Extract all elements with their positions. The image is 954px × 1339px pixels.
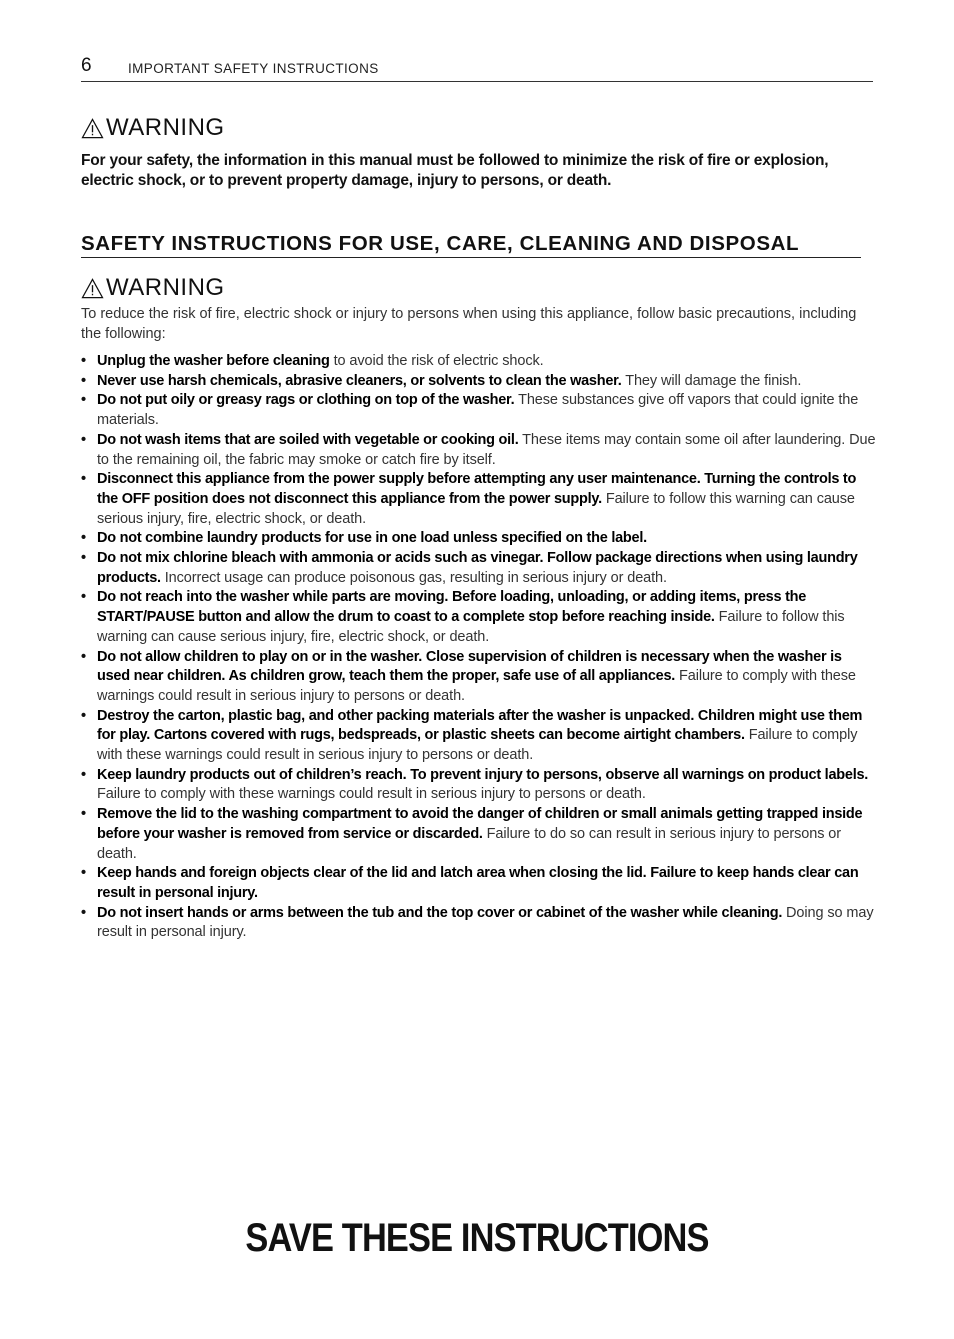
list-item: • Remove the lid to the washing compartment to avoid the danger of children or small animals getting trapped inside before your washer is removed from service or discarded. Failure to do so can result in serious injury to persons or death.: [81, 806, 863, 862]
list-item: • Keep hands and foreign objects clear of the lid and latch area when closing the lid. Failure to keep hands clear can result in personal injury.: [81, 865, 859, 901]
page-number: 6: [81, 55, 92, 76]
list-item: • Do not mix chlorine bleach with ammonia or acids such as vinegar. Follow package directions when using laundry products. Incorrect usage can produce poisonous gas, resulting in serious injury or death.: [81, 550, 858, 586]
top-warning-text: For your safety, the information in this manual must be followed to minimize the risk of fire or explosion, electric shock, or to prevent property damage, injury to persons, or death.: [81, 152, 829, 189]
list-item: • Keep laundry products out of children’s reach. To prevent injury to persons, observe all warnings on product labels. Failure to comply with these warnings could result in serious injury to persons or death.: [81, 766, 869, 803]
list-item: • Do not combine laundry products for use in one load unless specified on the label.: [81, 530, 647, 547]
running-title: IMPORTANT SAFETY INSTRUCTIONS: [128, 61, 379, 76]
save-instructions-title: SAVE THESE INSTRUCTIONS: [245, 1216, 709, 1260]
list-item: • Never use harsh chemicals, abrasive cleaners, or solvents to clean the washer. They will damage the finish.: [81, 372, 802, 389]
warning-triangle-icon: [81, 278, 104, 299]
list-item: • Do not insert hands or arms between the tub and the top cover or cabinet of the washer while cleaning. Doing so may result in personal injury.: [81, 904, 874, 941]
warning-label: WARNING: [106, 274, 225, 301]
safety-instruction-list: [81, 352, 877, 943]
list-item: • Destroy the carton, plastic bag, and other packing materials after the washer is unpacked. Children might use them for play. Cartons covered with rugs, bedspreads, or plastic sheets can become airtight chambers. Failure to comply with these warnings could result in serious injury to persons or death.: [81, 707, 863, 764]
section-intro: To reduce the risk of fire, electric shock or injury to persons when using this appliance, follow basic precautions, including the following:: [81, 306, 857, 342]
section-heading: SAFETY INSTRUCTIONS FOR USE, CARE, CLEANING AND DISPOSAL: [81, 231, 861, 258]
warning-label: WARNING: [106, 114, 225, 141]
warning-triangle-icon: [81, 118, 104, 139]
section-warning-title: [81, 274, 225, 302]
top-warning-title: [81, 114, 225, 142]
list-item: • Do not put oily or greasy rags or clothing on top of the washer. These substances give off vapors that could ignite the materials.: [81, 392, 859, 429]
page-header: [81, 55, 873, 82]
list-item: • Unplug the washer before cleaning to avoid the risk of electric shock.: [81, 353, 544, 369]
list-item: • Disconnect this appliance from the power supply before attempting any user maintenance. Turning the controls to the OFF position does not disconnect this appliance from the power supply. Failure to follow this warning can cause serious injury, fire, electric shock, or death.: [81, 471, 857, 527]
list-item: • Do not wash items that are soiled with vegetable or cooking oil. These items may contain some oil after laundering. Due to the remaining oil, the fabric may smoke or catch fire by itself.: [81, 431, 876, 468]
list-item: • Do not reach into the washer while parts are moving. Before loading, unloading, or adding items, press the START/PAUSE button and allow the drum to coast to a complete stop before reaching inside. Failure to follow this warning can cause serious injury, fire, electric shock, or death.: [81, 589, 845, 645]
list-item: • Do not allow children to play on or in the washer. Close supervision of children is necessary when the washer is used near children. As children grow, teach them the proper, safe use of all appliances. Failure to comply with these warnings could result in serious injury to persons or death.: [81, 648, 856, 704]
